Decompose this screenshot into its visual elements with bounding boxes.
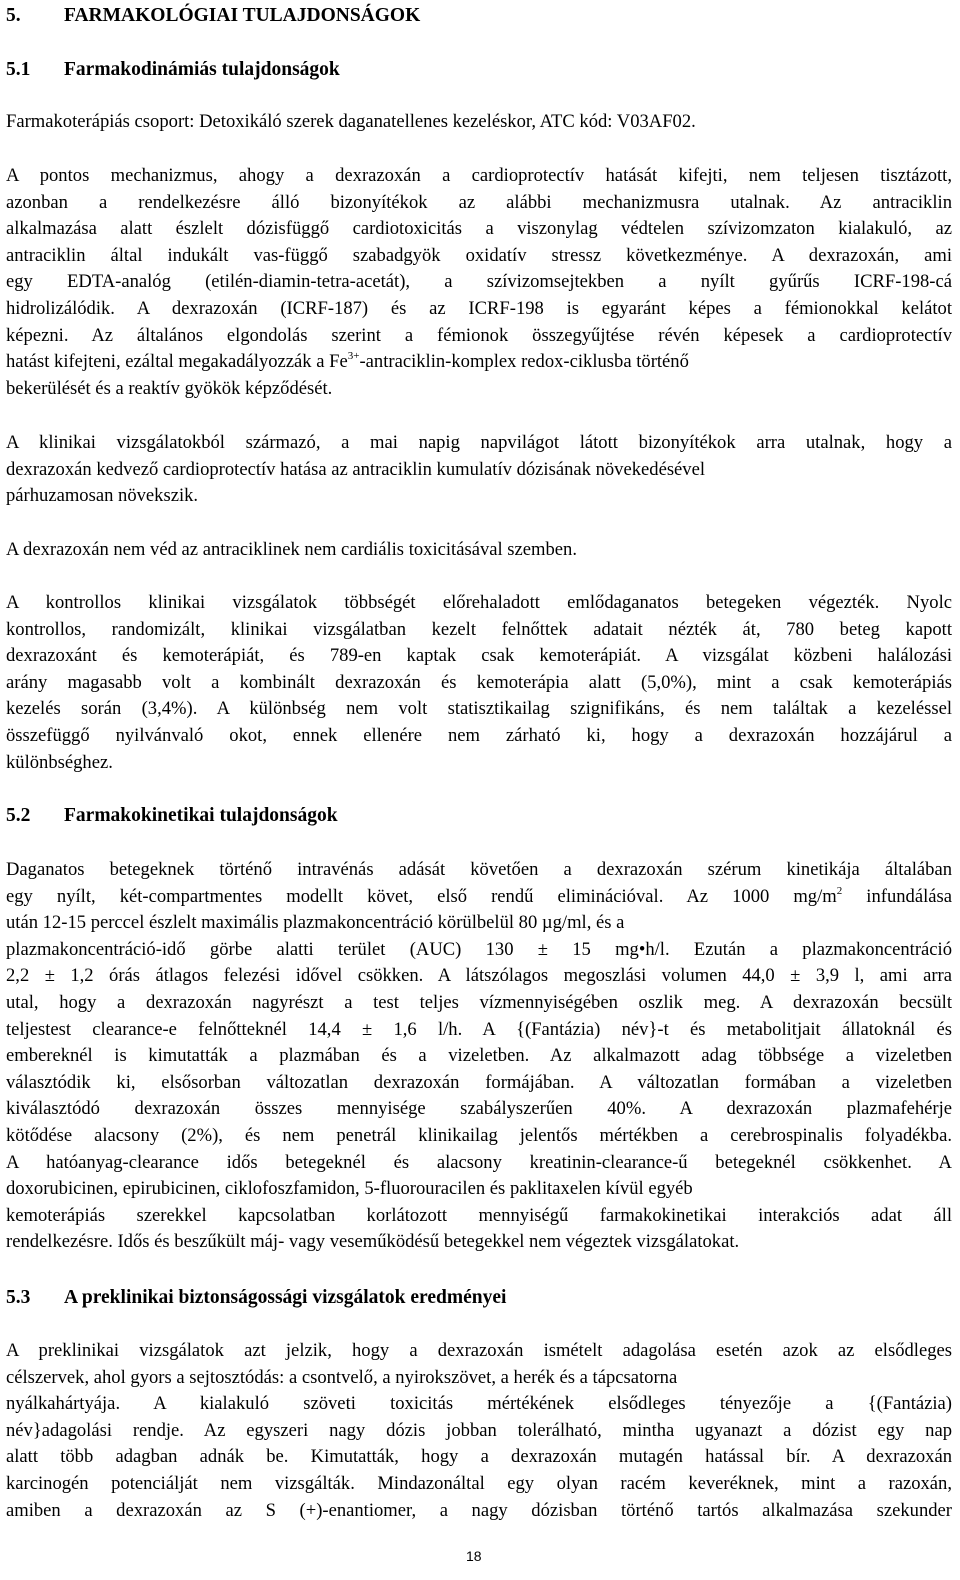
- text-line: A dexrazoxán nem véd az antraciklinek nem cardiális toxicitásával szemben.: [6, 539, 578, 560]
- text-line: embereknél is kimutatták a plazmában és a vizeletben. Az alkalmazott adag többsége a vizeletben: [6, 1045, 952, 1067]
- superscript: 2: [836, 884, 843, 897]
- text-line: Daganatos betegeknek történő intravénás adását követően a dexrazoxán szérum kinetikája általában: [6, 859, 952, 880]
- text-line: egy EDTA-analóg (etilén-diamin-tetra-acetát), a szívizomsejtekben a nyílt gyűrűs ICRF-198-cá: [6, 271, 952, 293]
- text-line: plazmakoncentráció-idő görbe alatti terület (AUC) 130 ± 15 mg•h/l. Ezután a plazmakoncentráció: [6, 938, 952, 960]
- section-number: 5.3: [6, 1287, 31, 1308]
- text-line: párhuzamosan növekszik.: [6, 485, 199, 507]
- text-line: kötődése alacsony (2%), és nem penetrál klinikailag jelentős mértékben a cerebrospinalis folyadékba.: [6, 1124, 952, 1146]
- text-line: A kontrollos klinikai vizsgálatok többségét előrehaladott emlődaganatos betegeken végezték. Nyolc: [6, 592, 952, 613]
- text-line: összefüggő nyilvánvaló okot, ennek ellenére nem zárható ki, hogy a dexrazoxán hozzájárul a: [6, 724, 952, 746]
- text-line: hidrolizálódik. A dexrazoxán (ICRF-187) és az ICRF-198 is egyaránt képes a fémionokkal kelátot: [6, 297, 952, 319]
- text-line: kemoterápiás szerekkel kapcsolatban korlátozott mennyiségű farmakokinetikai interakciós adat áll: [6, 1204, 952, 1226]
- text-line: alatt több adagban adnák be. Kimutatták, hogy a dexrazoxán mutagén hatással bír. A dexrazoxán: [6, 1446, 952, 1468]
- pharmacotherapeutic-group: [6, 109, 952, 136]
- pharmacokinetics-paragraph: [6, 857, 952, 1256]
- text-line: különbséghez.: [6, 751, 113, 773]
- controlled-trials-paragraph: [6, 590, 952, 776]
- clinical-evidence-paragraph: [6, 430, 952, 510]
- text-line: dexrazoxán kedvező cardioprotectív hatása az antraciklin kumulatív dózisának növekedésével: [6, 458, 706, 480]
- text-line: célszervek, ahol gyors a sejtosztódás: a csontvelő, a nyirokszövet, a herék és a tápcsatorna: [6, 1366, 678, 1388]
- section-number: 5.: [6, 5, 21, 26]
- text-fragment: egy nyílt, két-compartmentes modellt követ, első rendű eliminációval. Az 1000 mg/m: [6, 885, 837, 907]
- section-5-3-heading: [6, 1285, 506, 1311]
- text-line: név}adagolási rendje. Az egyszeri nagy dózis jobban tolerálható, mintha ugyanazt a dózist egy nap: [6, 1419, 952, 1441]
- text-line: [6, 884, 952, 911]
- text-line: utal, hogy a dexrazoxán nagyrészt a test teljes vízmennyiségében oszlik meg. A dexrazoxán becsült: [6, 991, 952, 1013]
- text-line: kiválasztódó dexrazoxán összes mennyisége szabályszerűen 40%. A dexrazoxán plazmafehérje: [6, 1098, 952, 1120]
- text-line: A preklinikai vizsgálatok azt jelzik, hogy a dexrazoxán ismételt adagolása esetén azok az elsődleges: [6, 1340, 952, 1361]
- text-line: doxorubicinen, epirubicinen, ciklofoszfamidon, 5-fluorouracilen és paklitaxelen kívül egyéb: [6, 1178, 693, 1200]
- section-5-2-heading: [6, 803, 338, 829]
- non-cardiac-toxicity-paragraph: [6, 537, 952, 564]
- section-title: Farmakodinámiás tulajdonságok: [64, 59, 340, 80]
- text-fragment: -antraciklin-komplex redox-ciklusba történő: [359, 351, 689, 373]
- section-title: FARMAKOLÓGIAI TULAJDONSÁGOK: [64, 5, 421, 26]
- superscript: 3+: [347, 350, 360, 363]
- text-line: Farmakoterápiás csoport: Detoxikáló szerek daganatellenes kezeléskor, ATC kód: V03AF02.: [6, 111, 696, 132]
- text-line: azonban a rendelkezésre álló bizonyítékok az alábbi mechanizmusra utalnak. Az antraciklin: [6, 191, 952, 213]
- text-line: antraciklin által indukált vas-függő szabadgyök oxidatív stressz következménye. A dexrazoxán, ami: [6, 244, 952, 266]
- text-fragment: infundálása: [842, 885, 952, 907]
- page-number: 18: [466, 1548, 482, 1564]
- text-line: bekerülését és a reaktív gyökök képződését.: [6, 377, 333, 399]
- section-5-heading: [6, 3, 420, 29]
- text-line: kezelés során (3,4%). A különbség nem volt statisztikailag szignifikáns, és nem találtak a kezeléssel: [6, 698, 952, 720]
- section-number: 5.1: [6, 59, 31, 80]
- text-line: képezni. Az általános elgondolás szerint a fémionok összegyűjtése révén képesek a cardioprotectív: [6, 324, 952, 346]
- section-title: Farmakokinetikai tulajdonságok: [64, 805, 338, 826]
- text-line: arány magasabb volt a kombinált dexrazoxán és kemoterápia alatt (5,0%), mint a csak kemoterápiás: [6, 671, 952, 693]
- text-line: után 12-15 perccel észlelt maximális plazmakoncentráció körülbelül 80 µg/ml, és a: [6, 912, 625, 934]
- section-number: 5.2: [6, 805, 31, 826]
- text-line: A hatóanyag-clearance idős betegeknél és alacsony kreatinin-clearance-ű betegeknél csökkenhet. A: [6, 1151, 952, 1173]
- text-fragment: hatást kifejteni, ezáltal megakadályozzák a Fe: [6, 351, 348, 373]
- text-line: 2,2 ± 1,2 órás átlagos felezési idővel csökken. A látszólagos megoszlási volumen 44,0 ± 3,9 l, ami arra: [6, 965, 952, 987]
- text-line: A klinikai vizsgálatokból származó, a mai napig napvilágot látott bizonyítékok arra utalnak, hogy a: [6, 432, 952, 453]
- section-title: A preklinikai biztonságossági vizsgálatok eredményei: [64, 1287, 507, 1308]
- text-line: karcinogén potenciálját nem vizsgálták. Mindazonáltal egy olyan racém keveréknek, mint a razoxán,: [6, 1472, 952, 1494]
- mechanism-paragraph: [6, 163, 952, 402]
- text-line: A pontos mechanizmus, ahogy a dexrazoxán a cardioprotectív hatását kifejti, nem teljesen tisztázott,: [6, 165, 952, 186]
- text-line: kontrollos, randomizált, klinikai vizsgálatban kezelt felnőttek adatait nézték át, 780 beteg kapott: [6, 618, 952, 640]
- text-line: dexrazoxánt és kemoterápiát, és 789-en kaptak csak kemoterápiát. A vizsgálat közbeni halálozási: [6, 645, 952, 667]
- text-line: [6, 349, 952, 376]
- text-line: amiben a dexrazoxán az S (+)-enantiomer, a nagy dózisban történő tartós alkalmazása szekunder: [6, 1499, 952, 1521]
- preclinical-safety-paragraph: [6, 1338, 952, 1524]
- text-line: teljestest clearance-e felnőtteknél 14,4 ± 1,6 l/h. A {(Fantázia) név}-t és metabolitjait állatoknál és: [6, 1018, 952, 1040]
- text-line: rendelkezésre. Idős és beszűkült máj- vagy veseműködésű betegekkel nem végeztek vizsgálatokat.: [6, 1231, 740, 1253]
- section-5-1-heading: [6, 57, 340, 83]
- text-line: alkalmazása alatt észlelt dózisfüggő cardiotoxicitás a viszonylag védtelen szívizomzaton kialakuló, az: [6, 218, 952, 240]
- text-line: nyálkahártyája. A kialakuló szöveti toxicitás mértékének elsődleges tényezője a {(Fantázia): [6, 1393, 952, 1415]
- text-line: választódik ki, elsősorban változatlan dexrazoxán formájában. A változatlan formában a vizeletben: [6, 1071, 952, 1093]
